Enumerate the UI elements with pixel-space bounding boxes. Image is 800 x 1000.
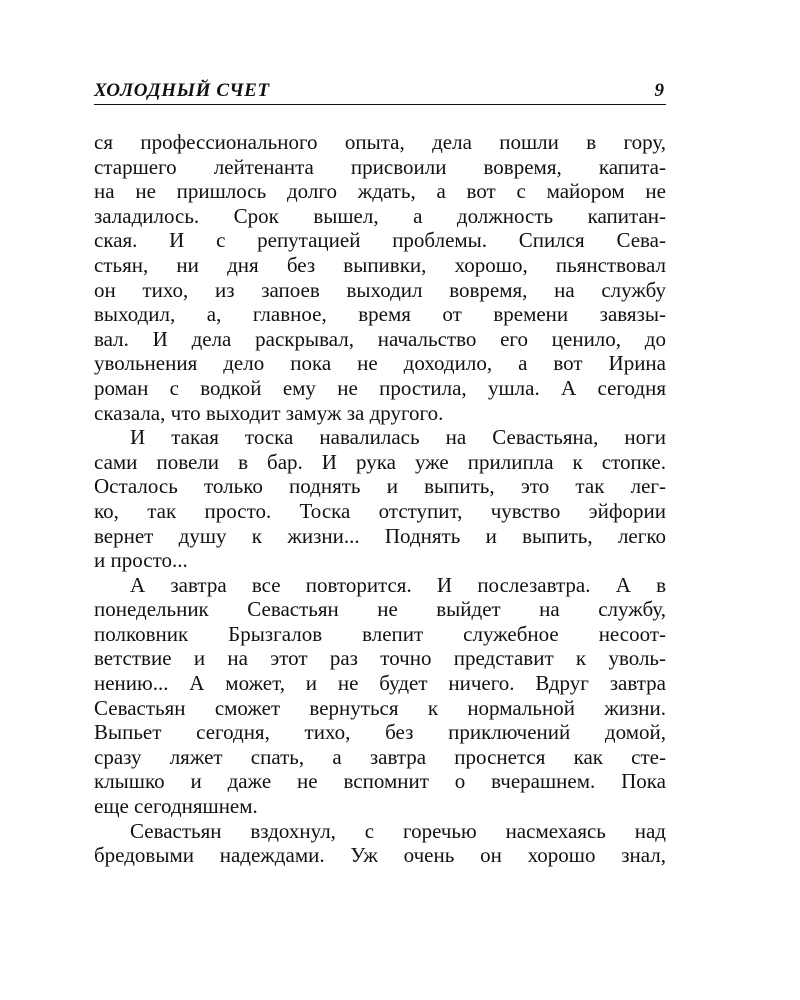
text-line: роман с водкой ему не простила, ушла. А сегодня — [94, 375, 666, 400]
text-line: полковник Брызгалов влепит служебное несоот- — [94, 621, 666, 646]
text-line: бредовыми надеждами. Уж очень он хорошо знал, — [94, 843, 666, 868]
text-line: увольнения дело пока не доходило, а вот Ирина — [94, 351, 666, 376]
running-title: ХОЛОДНЫЙ СЧЕТ — [94, 80, 270, 101]
text-line: понедельник Севастьян не выйдет на службу, — [94, 597, 666, 622]
page-number: 9 — [654, 80, 664, 101]
text-line: стьян, ни дня без выпивки, хорошо, пьянствовал — [94, 252, 666, 277]
running-header — [94, 80, 666, 105]
text-line: Выпьет сегодня, тихо, без приключений домой, — [94, 720, 666, 745]
text-line: он тихо, из запоев выходил вовремя, на службу — [94, 277, 666, 302]
text-line: нению... А может, и не будет ничего. Вдруг завтра — [94, 671, 666, 696]
text-line: ская. И с репутацией проблемы. Спился Сева- — [94, 228, 666, 253]
text-line: ся профессионального опыта, дела пошли в гору, — [94, 130, 666, 154]
text-line: клышко и даже не вспомнит о вчерашнем. Пока — [94, 769, 666, 794]
paragraph-4 — [94, 819, 666, 868]
text-line: еще сегодняшнем. — [94, 794, 258, 819]
text-line: Севастьян вздохнул, с горечью насмехаясь над — [130, 818, 666, 843]
paragraph-2 — [94, 425, 666, 573]
text-line: А завтра все повторится. И послезавтра. А в — [130, 572, 666, 597]
text-line: старшего лейтенанта присвоили вовремя, капита- — [94, 154, 666, 179]
body-text — [94, 130, 666, 868]
text-line: вал. И дела раскрывал, начальство его ценило, до — [94, 326, 666, 351]
text-line: сразу ляжет спать, а завтра проснется как сте- — [94, 744, 666, 769]
text-line: ко, так просто. Тоска отступит, чувство эйфории — [94, 498, 666, 523]
text-line: и просто... — [94, 548, 188, 573]
text-line: сами повели в бар. И рука уже прилипла к стопке. — [94, 449, 666, 474]
text-line: сказала, что выходит замуж за другого. — [94, 400, 444, 425]
text-line: ветствие и на этот раз точно представит к уволь- — [94, 646, 666, 671]
text-line: заладилось. Срок вышел, а должность капитан- — [94, 203, 666, 228]
paragraph-3 — [94, 573, 666, 819]
text-line: вернет душу к жизни... Поднять и выпить, легко — [94, 523, 666, 548]
text-line: Осталось только поднять и выпить, это так лег- — [94, 474, 666, 499]
paragraph-1 — [94, 130, 666, 425]
text-line: Севастьян сможет вернуться к нормальной жизни. — [94, 695, 666, 720]
text-line: И такая тоска навалилась на Севастьяна, ноги — [130, 425, 666, 450]
text-line: выходил, а, главное, время от времени завязы- — [94, 302, 666, 327]
text-line: на не пришлось долго ждать, а вот с майором не — [94, 179, 666, 204]
